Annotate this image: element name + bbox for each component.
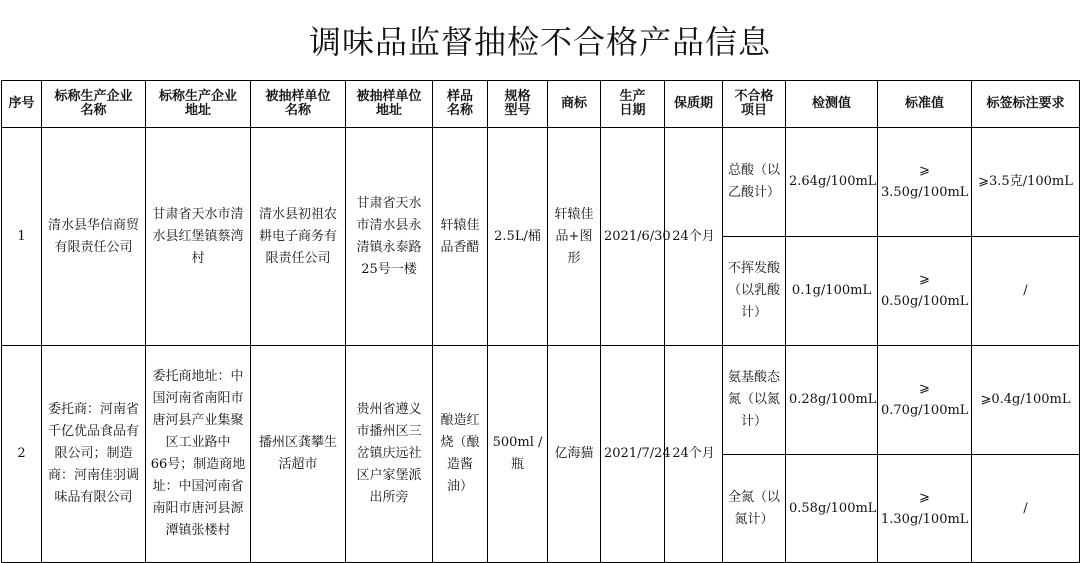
nonconforming-products-table bbox=[1, 80, 1080, 563]
cell-standard: ⩾ 3.50g/100mL bbox=[878, 128, 972, 237]
cell-spec: 2.5L/桶 bbox=[488, 128, 548, 346]
table-row bbox=[2, 128, 1080, 237]
header-cell-sampled-unit: 被抽样单位 名称 bbox=[251, 81, 346, 128]
cell-label-requirement: / bbox=[972, 237, 1080, 346]
cell-item: 不挥发酸 （以乳酸 计） bbox=[723, 237, 786, 346]
cell-sampled-unit: 清水县初祖农 耕电子商务有 限责任公司 bbox=[251, 128, 346, 346]
header-cell-company: 标称生产企业 名称 bbox=[42, 81, 146, 128]
header-cell-no: 序号 bbox=[2, 81, 42, 128]
cell-measured: 0.1g/100mL bbox=[786, 237, 878, 346]
header-cell-brand: 商标 bbox=[548, 81, 601, 128]
cell-no: 2 bbox=[2, 346, 42, 563]
cell-date: 2021/7/24 bbox=[601, 346, 665, 563]
header-cell-item: 不合格 项目 bbox=[723, 81, 786, 128]
cell-item: 氨基酸态 氮（以氮 计） bbox=[723, 346, 786, 455]
cell-item: 全氮（以 氮计） bbox=[723, 455, 786, 563]
header-cell-company-address: 标称生产企业 地址 bbox=[146, 81, 251, 128]
table-row bbox=[2, 346, 1080, 455]
cell-sampled-address: 贵州省遵义 市播州区三 岔镇庆远社 区户家堡派 出所旁 bbox=[346, 346, 433, 563]
cell-company: 委托商：河南省 千亿优品食品有 限公司；制造 商：河南佳羽调 味品有限公司 bbox=[42, 346, 146, 563]
header-cell-shelf-life: 保质期 bbox=[665, 81, 723, 128]
header-cell-label-requirement: 标签标注要求 bbox=[972, 81, 1080, 128]
page-title: 调味品监督抽检不合格产品信息 bbox=[308, 23, 771, 61]
cell-measured: 0.58g/100mL bbox=[786, 455, 878, 563]
cell-company-address: 甘肃省天水市清 水县红堡镇蔡湾 村 bbox=[146, 128, 251, 346]
cell-measured: 2.64g/100mL bbox=[786, 128, 878, 237]
cell-sampled-unit: 播州区龚攀生 活超市 bbox=[251, 346, 346, 563]
cell-standard: ⩾ 1.30g/100mL bbox=[878, 455, 972, 563]
cell-standard: ⩾ 0.50g/100mL bbox=[878, 237, 972, 346]
cell-spec: 500ml / 瓶 bbox=[488, 346, 548, 563]
cell-product: 轩辕佳 品香醋 bbox=[433, 128, 488, 346]
header-cell-sampled-address: 被抽样单位 地址 bbox=[346, 81, 433, 128]
cell-product: 酿造红 烧（酿 造酱 油） bbox=[433, 346, 488, 563]
cell-label-requirement: ⩾0.4g/100mL bbox=[972, 346, 1080, 455]
cell-brand: 亿海猫 bbox=[548, 346, 601, 563]
cell-company: 清水县华信商贸 有限责任公司 bbox=[42, 128, 146, 346]
cell-label-requirement: / bbox=[972, 455, 1080, 563]
cell-sampled-address: 甘肃省天水 市清水县永 清镇永泰路 25号一楼 bbox=[346, 128, 433, 346]
cell-item: 总酸（以 乙酸计） bbox=[723, 128, 786, 237]
cell-standard: ⩾ 0.70g/100mL bbox=[878, 346, 972, 455]
cell-shelf-life: 24个月 bbox=[665, 346, 723, 563]
cell-measured: 0.28g/100mL bbox=[786, 346, 878, 455]
cell-no: 1 bbox=[2, 128, 42, 346]
cell-shelf-life: 24个月 bbox=[665, 128, 723, 346]
header-cell-product: 样品 名称 bbox=[433, 81, 488, 128]
cell-company-address: 委托商地址：中 国河南省南阳市 唐河县产业集聚 区工业路中 66号；制造商地 址：中国河南省 南阳市唐河县源 潭镇张楼村 bbox=[146, 346, 251, 563]
cell-date: 2021/6/30 bbox=[601, 128, 665, 346]
cell-brand: 轩辕佳 品+图 形 bbox=[548, 128, 601, 346]
header-cell-date: 生产 日期 bbox=[601, 81, 665, 128]
cell-label-requirement: ⩾3.5克/100mL bbox=[972, 128, 1080, 237]
header-cell-spec: 规格 型号 bbox=[488, 81, 548, 128]
header-cell-standard: 标准值 bbox=[878, 81, 972, 128]
header-cell-measured: 检测值 bbox=[786, 81, 878, 128]
header-row bbox=[2, 81, 1080, 128]
